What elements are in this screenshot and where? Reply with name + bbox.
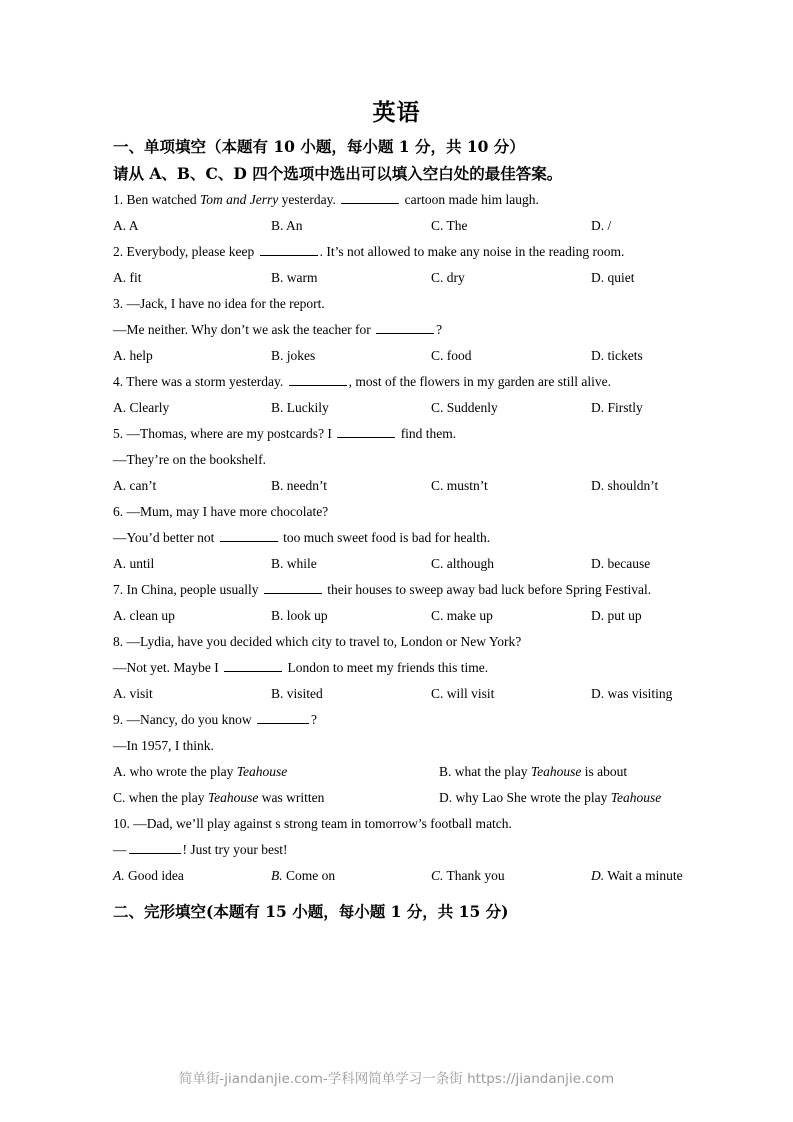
section-2-heading: 二、完形填空(本题有 15 小题，每小题 1 分，共 15 分) (113, 902, 509, 921)
option-d-letter: D. (591, 868, 605, 883)
q8-line2-part-b: London to meet my friends this time. (284, 660, 489, 675)
answer-blank (289, 374, 347, 386)
q7-stem-part-a: 7. In China, people usually (113, 582, 262, 597)
section-divider (113, 889, 693, 898)
option-b[interactable] (271, 863, 431, 889)
q4-stem-part-b: , most of the flowers in my garden are still alive. (348, 374, 612, 389)
option-a[interactable] (113, 863, 271, 889)
q4-stem-part-a: 4. There was a storm yesterday. (113, 374, 287, 389)
option-a[interactable]: A. visit (113, 686, 153, 701)
option-c-suffix: was written (258, 790, 325, 805)
q1-stem-part-b: yesterday. (278, 192, 340, 207)
q1-stem-part-c: cartoon made him laugh. (401, 192, 539, 207)
q3-line2-part-a: —Me neither. Why don’t we ask the teacher for (113, 322, 375, 337)
option-a[interactable] (113, 759, 439, 785)
option-c[interactable]: C. The (431, 218, 468, 233)
option-d[interactable] (591, 863, 691, 889)
answer-blank (220, 530, 278, 542)
question-3-options (113, 343, 693, 369)
option-d[interactable]: D. Firstly (591, 400, 643, 415)
option-d-text: Wait a minute (604, 868, 683, 883)
question-9-options-row-1 (113, 759, 693, 785)
option-c[interactable]: C. mustn’t (431, 478, 488, 493)
option-a[interactable]: A. Clearly (113, 400, 170, 415)
option-d[interactable]: D. was visiting (591, 686, 673, 701)
option-c[interactable]: C. make up (431, 608, 493, 623)
option-a-title: Teahouse (236, 764, 288, 779)
option-c[interactable] (431, 863, 591, 889)
option-c-letter: C. (431, 868, 444, 883)
q10-line2-part-b: ! Just try your best! (182, 842, 288, 857)
question-7-options (113, 603, 693, 629)
option-b[interactable]: B. look up (271, 608, 328, 623)
answer-blank (260, 244, 318, 256)
option-b[interactable]: B. Luckily (271, 400, 329, 415)
question-5-line-2: —They’re on the bookshelf. (113, 452, 266, 467)
option-b-prefix: B. what the play (439, 764, 531, 779)
option-a-text: Good idea (124, 868, 184, 883)
option-c-text: Thank you (443, 868, 505, 883)
answer-blank (257, 712, 309, 724)
option-d[interactable]: D. shouldn’t (591, 478, 659, 493)
q9-line1-part-b: ? (310, 712, 317, 727)
option-b[interactable]: B. while (271, 556, 317, 571)
answer-blank (264, 582, 322, 594)
question-9-line-2: —In 1957, I think. (113, 738, 214, 753)
q7-stem-part-b: their houses to sweep away bad luck before Spring Festival. (323, 582, 652, 597)
q6-line2-part-b: too much sweet food is bad for health. (279, 530, 491, 545)
question-6-line-2 (113, 525, 693, 551)
answer-blank (129, 842, 181, 854)
q3-line2-part-b: ? (436, 322, 443, 337)
option-a[interactable]: A. can’t (113, 478, 157, 493)
option-c[interactable]: C. food (431, 348, 472, 363)
option-c[interactable]: C. dry (431, 270, 465, 285)
option-a-prefix: A. who wrote the play (113, 764, 237, 779)
option-b[interactable]: B. needn’t (271, 478, 327, 493)
section-1-heading: 一、单项填空（本题有 10 小题，每小题 1 分，共 10 分） (113, 137, 525, 156)
q1-stem-italic: Tom and Jerry (199, 192, 279, 207)
option-c[interactable] (113, 785, 439, 811)
footer-watermark: 简单街-jiandanjie.com-学科网简单学习一条街 https://jiandanjie.com (178, 1071, 615, 1087)
section-1-instruction: 请从 A、B、C、D 四个选项中选出可以填入空白处的最佳答案。 (113, 164, 563, 183)
answer-blank (224, 660, 282, 672)
question-2-stem (113, 239, 693, 265)
question-9-options-row-2 (113, 785, 693, 811)
q5-line1-part-a: 5. —Thomas, where are my postcards? I (113, 426, 336, 441)
answer-blank (376, 322, 434, 334)
option-d[interactable]: D. quiet (591, 270, 635, 285)
option-c-title: Teahouse (207, 790, 259, 805)
question-8-line-2 (113, 655, 693, 681)
question-1-options (113, 213, 693, 239)
question-9-line-1 (113, 707, 693, 733)
question-6-options (113, 551, 693, 577)
answer-blank (337, 426, 395, 438)
question-2-options (113, 265, 693, 291)
question-6-line-1: 6. —Mum, may I have more chocolate? (113, 504, 329, 519)
question-3-line-1: 3. —Jack, I have no idea for the report. (113, 296, 325, 311)
option-d[interactable]: D. because (591, 556, 651, 571)
option-b[interactable]: B. visited (271, 686, 323, 701)
option-b-text: Come on (282, 868, 336, 883)
option-a[interactable]: A. until (113, 556, 155, 571)
option-a[interactable]: A. A (113, 218, 139, 233)
question-7-stem (113, 577, 693, 603)
option-a[interactable]: A. help (113, 348, 153, 363)
q6-line2-part-a: —You’d better not (113, 530, 218, 545)
option-c[interactable]: C. will visit (431, 686, 495, 701)
option-d-prefix: D. why Lao She wrote the play (439, 790, 611, 805)
exam-content (113, 133, 693, 925)
option-a[interactable]: A. clean up (113, 608, 175, 623)
q2-stem-part-a: 2. Everybody, please keep (113, 244, 258, 259)
q9-line1-part-a: 9. —Nancy, do you know (113, 712, 255, 727)
option-d[interactable]: D. tickets (591, 348, 643, 363)
q8-line2-part-a: —Not yet. Maybe I (113, 660, 223, 675)
option-b-title: Teahouse (530, 764, 582, 779)
answer-blank (341, 192, 399, 204)
option-b[interactable]: B. jokes (271, 348, 316, 363)
option-d[interactable]: D. / (591, 218, 612, 233)
question-8-line-1: 8. —Lydia, have you decided which city to travel to, London or New York? (113, 634, 522, 649)
option-a-letter: A. (113, 868, 125, 883)
question-10-line-1: 10. —Dad, we’ll play against s strong team in tomorrow’s football match. (113, 816, 512, 831)
option-c[interactable]: C. Suddenly (431, 400, 498, 415)
option-b-suffix: is about (581, 764, 628, 779)
option-a[interactable]: A. fit (113, 270, 142, 285)
q5-line1-part-b: find them. (397, 426, 457, 441)
question-4-stem (113, 369, 693, 395)
option-d[interactable] (439, 785, 689, 811)
question-5-options (113, 473, 693, 499)
option-d-title: Teahouse (610, 790, 662, 805)
option-d[interactable]: D. put up (591, 608, 642, 623)
question-5-line-1 (113, 421, 693, 447)
page-title: 英语 (372, 99, 421, 126)
option-c[interactable]: C. although (431, 556, 494, 571)
question-10-line-2 (113, 837, 693, 863)
question-4-options (113, 395, 693, 421)
question-10-options (113, 863, 693, 889)
question-8-options (113, 681, 693, 707)
q10-line2-part-a: — (113, 842, 127, 857)
option-b[interactable] (439, 759, 689, 785)
q2-stem-part-b: . It’s not allowed to make any noise in the reading room. (319, 244, 625, 259)
option-c-prefix: C. when the play (113, 790, 208, 805)
question-1-stem (113, 187, 693, 213)
q1-stem-part-a: 1. Ben watched (113, 192, 200, 207)
option-b[interactable]: B. warm (271, 270, 318, 285)
question-3-line-2 (113, 317, 693, 343)
option-b[interactable]: B. An (271, 218, 303, 233)
option-b-letter: B. (271, 868, 283, 883)
